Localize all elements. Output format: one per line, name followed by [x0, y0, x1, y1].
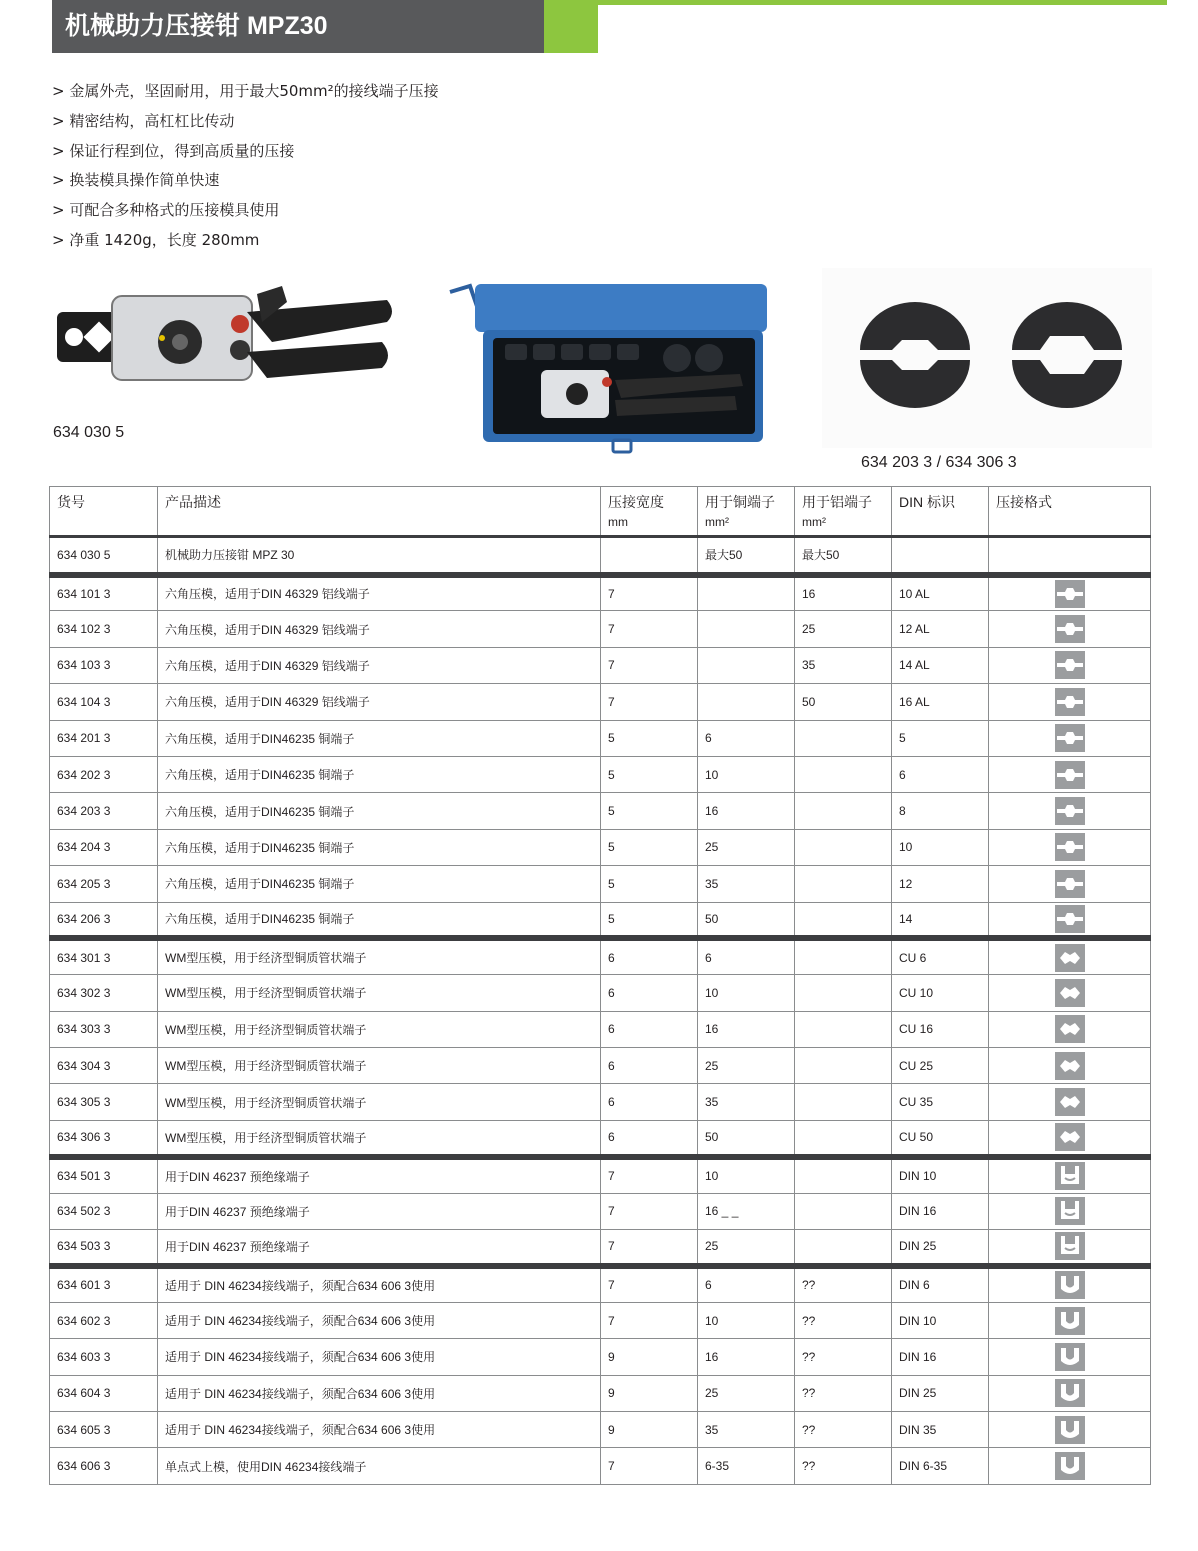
v-crimp-icon	[989, 1416, 1150, 1444]
cell-width: 5	[601, 866, 698, 902]
cell-code: 634 605 3	[50, 1411, 158, 1447]
cell-din: 12 AL	[892, 611, 989, 647]
cell-width: 7	[601, 1448, 698, 1484]
wm-crimp-icon	[989, 944, 1150, 972]
cell-din	[892, 537, 989, 575]
cell-code: 634 303 3	[50, 1011, 158, 1047]
cell-width: 6	[601, 975, 698, 1011]
cell-crimp-format	[989, 1375, 1151, 1411]
cell-al	[795, 866, 892, 902]
cell-desc: 适用于 DIN 46234接线端子，须配合634 606 3使用	[158, 1339, 601, 1375]
cell-crimp-format	[989, 1048, 1151, 1084]
cell-desc: 六角压模，适用于DIN46235 铜端子	[158, 793, 601, 829]
cell-code: 634 601 3	[50, 1266, 158, 1302]
cell-code: 634 606 3	[50, 1448, 158, 1484]
cell-desc: 六角压模，适用于DIN 46329 铝线端子	[158, 684, 601, 720]
cell-code: 634 201 3	[50, 720, 158, 756]
col-header-al-unit: mm²	[802, 515, 826, 529]
hex-crimp-icon	[989, 905, 1150, 933]
table-row	[50, 1266, 1151, 1302]
cell-cu: 25	[698, 1375, 795, 1411]
table-body	[50, 537, 1151, 1485]
cell-crimp-format	[989, 611, 1151, 647]
cell-desc: 用于DIN 46237 预绝缘端子	[158, 1230, 601, 1266]
cell-code: 634 604 3	[50, 1375, 158, 1411]
cell-cu: 10	[698, 975, 795, 1011]
wm-crimp-icon	[989, 1015, 1150, 1043]
cell-width: 6	[601, 1048, 698, 1084]
table-row	[50, 684, 1151, 720]
cell-desc: 适用于 DIN 46234接线端子，须配合634 606 3使用	[158, 1266, 601, 1302]
cell-din: CU 50	[892, 1120, 989, 1156]
feature-item: > 净重 1420g，长度 280mm	[52, 230, 260, 249]
cell-crimp-format	[989, 720, 1151, 756]
cell-din: 10 AL	[892, 575, 989, 611]
cell-crimp-format	[989, 975, 1151, 1011]
cell-desc: 单点式上模，使用DIN 46234接线端子	[158, 1448, 601, 1484]
cell-din: DIN 10	[892, 1302, 989, 1338]
cell-code: 634 305 3	[50, 1084, 158, 1120]
ins-crimp-icon	[989, 1232, 1150, 1260]
cell-desc: 适用于 DIN 46234接线端子，须配合634 606 3使用	[158, 1375, 601, 1411]
cell-width: 7	[601, 575, 698, 611]
table-row	[50, 756, 1151, 792]
hex-crimp-icon	[989, 761, 1150, 789]
cell-width	[601, 537, 698, 575]
cell-cu: 6	[698, 938, 795, 974]
cell-code: 634 503 3	[50, 1230, 158, 1266]
table-row	[50, 975, 1151, 1011]
cell-width: 7	[601, 1266, 698, 1302]
cell-code: 634 202 3	[50, 756, 158, 792]
cell-crimp-format	[989, 1339, 1151, 1375]
cell-al	[795, 1048, 892, 1084]
accent-line	[598, 0, 1167, 5]
cell-code: 634 304 3	[50, 1048, 158, 1084]
cell-din: CU 16	[892, 1011, 989, 1047]
cell-desc: WM型压模，用于经济型铜质管状端子	[158, 975, 601, 1011]
cell-desc: 六角压模，适用于DIN 46329 铝线端子	[158, 647, 601, 683]
table-row	[50, 902, 1151, 938]
cell-din: DIN 10	[892, 1157, 989, 1193]
cell-code: 634 102 3	[50, 611, 158, 647]
cell-crimp-format	[989, 1084, 1151, 1120]
table-row	[50, 1302, 1151, 1338]
cell-code: 634 502 3	[50, 1193, 158, 1229]
cell-crimp-format	[989, 1448, 1151, 1484]
cell-al: ??	[795, 1448, 892, 1484]
cell-width: 5	[601, 756, 698, 792]
cell-desc: WM型压模，用于经济型铜质管状端子	[158, 1120, 601, 1156]
cell-crimp-format	[989, 1230, 1151, 1266]
cell-code: 634 205 3	[50, 866, 158, 902]
cell-desc: 适用于 DIN 46234接线端子，须配合634 606 3使用	[158, 1302, 601, 1338]
cell-desc: 六角压模，适用于DIN 46329 铝线端子	[158, 575, 601, 611]
cell-crimp-format	[989, 1157, 1151, 1193]
cell-al	[795, 1157, 892, 1193]
wm-crimp-icon	[989, 1088, 1150, 1116]
cell-din: 8	[892, 793, 989, 829]
cell-width: 6	[601, 938, 698, 974]
cell-desc: WM型压模，用于经济型铜质管状端子	[158, 938, 601, 974]
cell-din: 14 AL	[892, 647, 989, 683]
cell-crimp-format	[989, 1120, 1151, 1156]
cell-width: 7	[601, 1230, 698, 1266]
table-header-row	[50, 487, 1151, 537]
cell-al: 50	[795, 684, 892, 720]
cell-cu: 16	[698, 1011, 795, 1047]
cell-din: CU 25	[892, 1048, 989, 1084]
cell-cu: 25	[698, 1048, 795, 1084]
cell-width: 7	[601, 647, 698, 683]
cell-desc: WM型压模，用于经济型铜质管状端子	[158, 1084, 601, 1120]
cell-cu: 6-35	[698, 1448, 795, 1484]
feature-item: > 保证行程到位，得到高质量的压接	[52, 141, 295, 160]
cell-width: 5	[601, 902, 698, 938]
cell-al: 最大50	[795, 537, 892, 575]
cell-din: 14	[892, 902, 989, 938]
cell-cu: 16	[698, 1339, 795, 1375]
cell-desc: 六角压模，适用于DIN46235 铜端子	[158, 902, 601, 938]
wm-crimp-icon	[989, 1052, 1150, 1080]
table-row	[50, 1230, 1151, 1266]
cell-width: 7	[601, 684, 698, 720]
cell-cu: 35	[698, 1411, 795, 1447]
cell-code: 634 103 3	[50, 647, 158, 683]
hex-crimp-icon	[989, 688, 1150, 716]
cell-code: 634 602 3	[50, 1302, 158, 1338]
cell-width: 7	[601, 1193, 698, 1229]
cell-desc: 用于DIN 46237 预绝缘端子	[158, 1193, 601, 1229]
cell-cu: 16	[698, 793, 795, 829]
cell-code: 634 501 3	[50, 1157, 158, 1193]
wm-crimp-icon	[989, 1123, 1150, 1151]
cell-cu: 10	[698, 756, 795, 792]
cell-al	[795, 793, 892, 829]
cell-desc: WM型压模，用于经济型铜质管状端子	[158, 1011, 601, 1047]
cell-width: 5	[601, 720, 698, 756]
table-row	[50, 829, 1151, 865]
col-header-din: DIN 标识	[892, 487, 989, 537]
v-crimp-icon	[989, 1271, 1150, 1299]
feature-item: > 金属外壳，坚固耐用，用于最大50mm²的接线端子压接	[52, 82, 439, 100]
col-header-icon: 压接格式	[989, 487, 1151, 537]
cell-code: 634 306 3	[50, 1120, 158, 1156]
table-row	[50, 1011, 1151, 1047]
table-row	[50, 1120, 1151, 1156]
cell-width: 6	[601, 1120, 698, 1156]
col-header-al	[795, 487, 892, 537]
table-row	[50, 1375, 1151, 1411]
cell-al	[795, 829, 892, 865]
table-row	[50, 1339, 1151, 1375]
cell-cu	[698, 611, 795, 647]
col-header-width-label: 压接宽度	[608, 494, 664, 510]
col-header-cu	[698, 487, 795, 537]
feature-list	[52, 77, 439, 256]
table-row	[50, 1157, 1151, 1193]
wm-crimp-icon	[989, 979, 1150, 1007]
cell-din: DIN 6-35	[892, 1448, 989, 1484]
cell-al	[795, 902, 892, 938]
cell-desc: 适用于 DIN 46234接线端子，须配合634 606 3使用	[158, 1411, 601, 1447]
col-header-code: 货号	[50, 487, 158, 537]
cell-crimp-format	[989, 1302, 1151, 1338]
cell-width: 7	[601, 1302, 698, 1338]
crimp-dies-image	[822, 268, 1152, 448]
ins-crimp-icon	[989, 1162, 1150, 1190]
cell-crimp-format	[989, 902, 1151, 938]
cell-din: CU 6	[892, 938, 989, 974]
cell-din: 5	[892, 720, 989, 756]
cell-code: 634 301 3	[50, 938, 158, 974]
feature-item: > 可配合多种格式的压接模具使用	[52, 201, 280, 220]
col-header-width	[601, 487, 698, 537]
cell-code: 634 206 3	[50, 902, 158, 938]
cell-desc: 六角压模，适用于DIN46235 铜端子	[158, 720, 601, 756]
cell-al: 35	[795, 647, 892, 683]
cell-crimp-format	[989, 1411, 1151, 1447]
tool-case-image	[445, 282, 770, 457]
cell-crimp-format	[989, 537, 1151, 575]
cell-code: 634 603 3	[50, 1339, 158, 1375]
cell-cu: 25	[698, 829, 795, 865]
cell-al	[795, 1230, 892, 1266]
cell-din: DIN 35	[892, 1411, 989, 1447]
cell-width: 9	[601, 1339, 698, 1375]
cell-cu: 6	[698, 720, 795, 756]
cell-crimp-format	[989, 1193, 1151, 1229]
cell-cu: 25	[698, 1230, 795, 1266]
cell-desc: 六角压模，适用于DIN46235 铜端子	[158, 829, 601, 865]
cell-cu: 最大50	[698, 537, 795, 575]
cell-din: DIN 25	[892, 1375, 989, 1411]
hex-crimp-icon	[989, 870, 1150, 898]
cell-crimp-format	[989, 1266, 1151, 1302]
cell-al: ??	[795, 1302, 892, 1338]
cell-code: 634 030 5	[50, 537, 158, 575]
cell-width: 6	[601, 1011, 698, 1047]
cell-desc: 六角压模，适用于DIN 46329 铝线端子	[158, 611, 601, 647]
table-row	[50, 866, 1151, 902]
cell-al: ??	[795, 1375, 892, 1411]
cell-al: 16	[795, 575, 892, 611]
cell-din: 10	[892, 829, 989, 865]
cell-cu: 10	[698, 1302, 795, 1338]
cell-al	[795, 975, 892, 1011]
cell-al	[795, 1084, 892, 1120]
cell-cu: 10	[698, 1157, 795, 1193]
cell-al	[795, 1193, 892, 1229]
cell-al	[795, 720, 892, 756]
table-row	[50, 1193, 1151, 1229]
cell-al: ??	[795, 1339, 892, 1375]
table-row	[50, 793, 1151, 829]
cell-desc: 六角压模，适用于DIN46235 铜端子	[158, 756, 601, 792]
cell-crimp-format	[989, 684, 1151, 720]
cell-cu: 6	[698, 1266, 795, 1302]
table-row	[50, 938, 1151, 974]
hex-crimp-icon	[989, 724, 1150, 752]
cell-desc: WM型压模，用于经济型铜质管状端子	[158, 1048, 601, 1084]
crimping-tool-image	[52, 282, 397, 392]
col-header-cu-label: 用于铜端子	[705, 494, 775, 510]
v-crimp-icon	[989, 1452, 1150, 1480]
cell-code: 634 204 3	[50, 829, 158, 865]
cell-din: 16 AL	[892, 684, 989, 720]
table-row	[50, 1448, 1151, 1484]
cell-code: 634 203 3	[50, 793, 158, 829]
col-header-width-unit: mm	[608, 515, 628, 529]
cell-al: 25	[795, 611, 892, 647]
cell-din: 12	[892, 866, 989, 902]
cell-width: 9	[601, 1375, 698, 1411]
v-crimp-icon	[989, 1379, 1150, 1407]
hex-crimp-icon	[989, 833, 1150, 861]
cell-crimp-format	[989, 793, 1151, 829]
cell-cu: 35	[698, 1084, 795, 1120]
cell-cu: 50	[698, 1120, 795, 1156]
dies-caption: 634 203 3 / 634 306 3	[861, 454, 1017, 471]
cell-width: 5	[601, 793, 698, 829]
cell-cu: 35	[698, 866, 795, 902]
cell-al	[795, 756, 892, 792]
cell-crimp-format	[989, 938, 1151, 974]
cell-crimp-format	[989, 575, 1151, 611]
cell-code: 634 101 3	[50, 575, 158, 611]
cell-cu	[698, 684, 795, 720]
cell-din: DIN 16	[892, 1193, 989, 1229]
feature-item: > 换装模具操作简单快速	[52, 171, 220, 190]
hex-crimp-icon	[989, 797, 1150, 825]
table-row	[50, 1084, 1151, 1120]
accent-block	[544, 0, 598, 53]
hex-crimp-icon	[989, 580, 1150, 608]
cell-desc: 用于DIN 46237 预绝缘端子	[158, 1157, 601, 1193]
table-row	[50, 1048, 1151, 1084]
cell-al: ??	[795, 1266, 892, 1302]
cell-width: 7	[601, 1157, 698, 1193]
v-crimp-icon	[989, 1307, 1150, 1335]
cell-width: 9	[601, 1411, 698, 1447]
cell-cu	[698, 647, 795, 683]
cell-crimp-format	[989, 829, 1151, 865]
cell-code: 634 302 3	[50, 975, 158, 1011]
col-header-al-label: 用于铝端子	[802, 494, 872, 510]
hex-crimp-icon	[989, 651, 1150, 679]
cell-crimp-format	[989, 756, 1151, 792]
cell-cu: 50	[698, 902, 795, 938]
tool-caption: 634 030 5	[53, 424, 125, 441]
cell-crimp-format	[989, 866, 1151, 902]
cell-cu	[698, 575, 795, 611]
cell-desc: 六角压模，适用于DIN46235 铜端子	[158, 866, 601, 902]
cell-din: DIN 6	[892, 1266, 989, 1302]
table-row	[50, 611, 1151, 647]
col-header-cu-unit: mm²	[705, 515, 729, 529]
product-table	[49, 486, 1151, 1485]
feature-item: > 精密结构，高杠杠比传动	[52, 111, 235, 130]
table-row	[50, 537, 1151, 575]
cell-al	[795, 1011, 892, 1047]
cell-din: DIN 16	[892, 1339, 989, 1375]
cell-al	[795, 938, 892, 974]
cell-crimp-format	[989, 1011, 1151, 1047]
col-header-desc: 产品描述	[158, 487, 601, 537]
cell-din: DIN 25	[892, 1230, 989, 1266]
cell-width: 7	[601, 611, 698, 647]
page-title: 机械助力压接钳 MPZ30	[52, 0, 544, 53]
cell-al: ??	[795, 1411, 892, 1447]
cell-din: 6	[892, 756, 989, 792]
cell-din: CU 35	[892, 1084, 989, 1120]
ins-crimp-icon	[989, 1197, 1150, 1225]
hex-crimp-icon	[989, 615, 1150, 643]
cell-width: 6	[601, 1084, 698, 1120]
cell-cu: 16 _ _	[698, 1193, 795, 1229]
table-row	[50, 1411, 1151, 1447]
v-crimp-icon	[989, 1343, 1150, 1371]
cell-desc: 机械助力压接钳 MPZ 30	[158, 537, 601, 575]
cell-din: CU 10	[892, 975, 989, 1011]
table-row	[50, 720, 1151, 756]
cell-code: 634 104 3	[50, 684, 158, 720]
cell-crimp-format	[989, 647, 1151, 683]
table-row	[50, 575, 1151, 611]
cell-al	[795, 1120, 892, 1156]
cell-width: 5	[601, 829, 698, 865]
table-row	[50, 647, 1151, 683]
